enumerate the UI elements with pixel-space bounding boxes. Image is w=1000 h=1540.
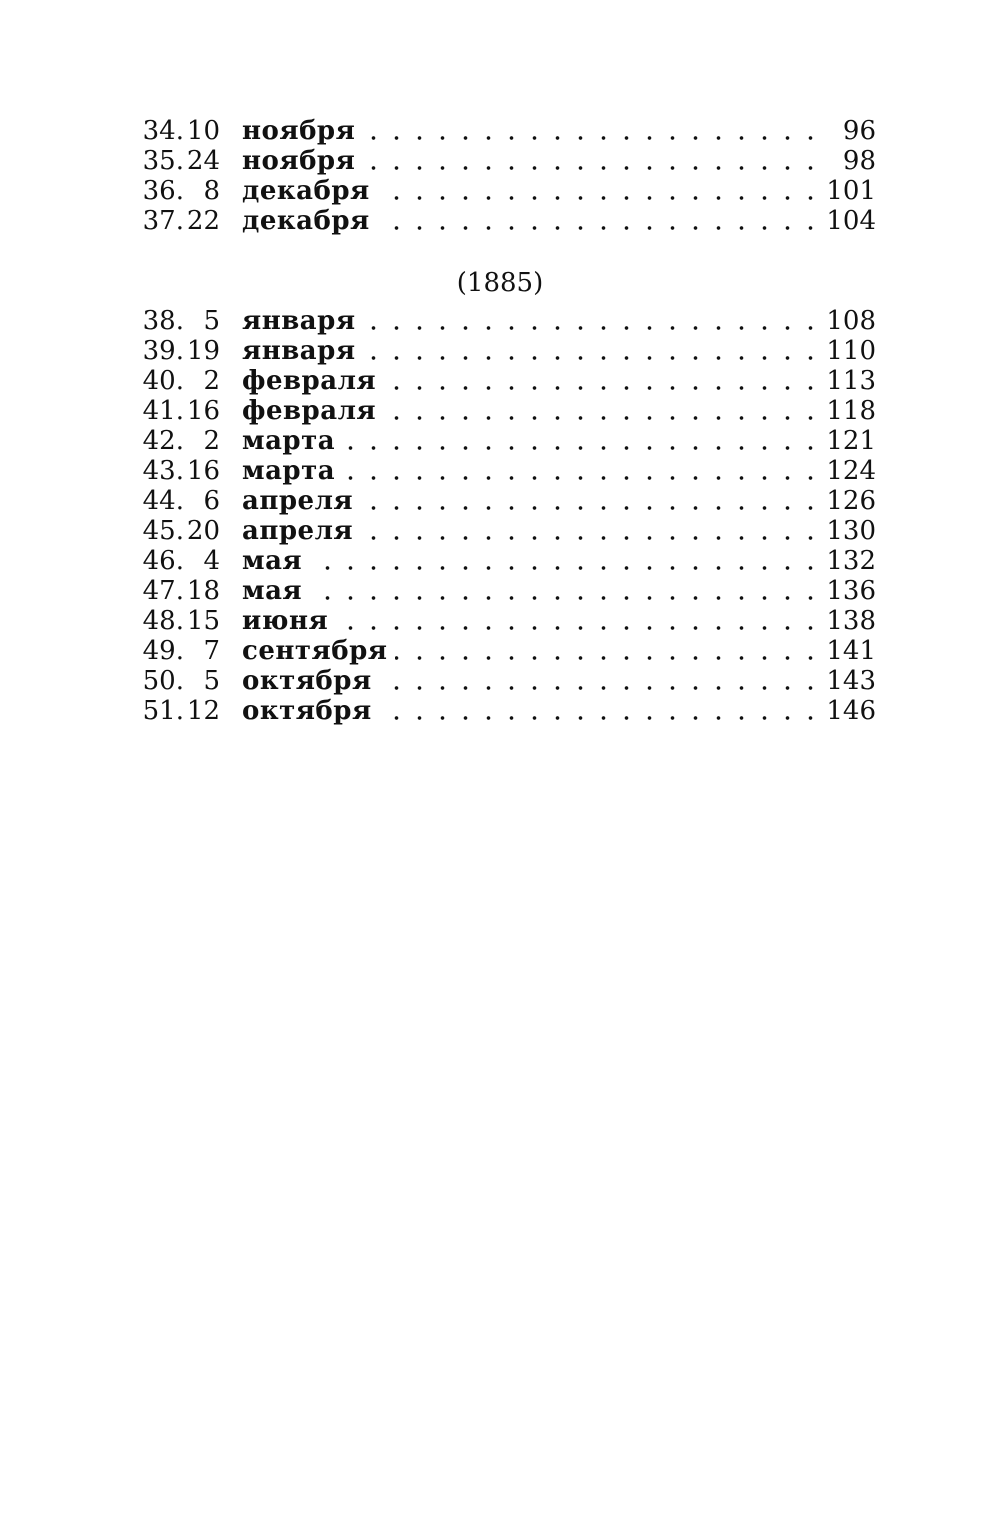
entry-number: 49. <box>142 636 184 666</box>
toc-entry <box>140 336 880 366</box>
entry-page-number: 121 <box>826 426 876 456</box>
entry-month: сентября <box>242 636 388 666</box>
entry-page-number: 124 <box>826 456 876 486</box>
toc-entry <box>140 606 880 636</box>
toc-entry <box>140 366 880 396</box>
entry-number: 48. <box>142 606 184 636</box>
entry-day: 4 <box>203 546 220 576</box>
entry-page-number: 104 <box>826 206 876 236</box>
dot-leader <box>395 655 822 661</box>
entry-page-number: 96 <box>842 116 876 146</box>
toc-entry <box>140 636 880 666</box>
dot-leader <box>336 625 822 631</box>
entry-month: марта <box>242 456 336 486</box>
dot-leader <box>378 195 822 201</box>
toc-entry <box>140 666 880 696</box>
entry-number: 45. <box>142 516 184 546</box>
dot-leader <box>364 355 822 361</box>
toc-entry <box>140 696 880 726</box>
entry-day: 10 <box>186 116 220 146</box>
entry-month: июня <box>242 606 329 636</box>
entry-month: апреля <box>242 486 354 516</box>
dot-leader <box>384 415 822 421</box>
entry-page-number: 98 <box>842 146 876 176</box>
entry-month: мая <box>242 546 303 576</box>
entry-month: ноября <box>242 146 356 176</box>
entry-number: 43. <box>142 456 184 486</box>
dot-leader <box>343 475 822 481</box>
entry-page-number: 141 <box>826 636 876 666</box>
dot-leader <box>361 535 822 541</box>
entry-day: 16 <box>186 456 220 486</box>
entry-number: 36. <box>142 176 184 206</box>
entry-day: 5 <box>203 666 220 696</box>
entry-number: 42. <box>142 426 184 456</box>
entry-day: 16 <box>186 396 220 426</box>
dot-leader <box>380 685 822 691</box>
entry-day: 12 <box>186 696 220 726</box>
entry-day: 15 <box>186 606 220 636</box>
entry-number: 46. <box>142 546 184 576</box>
entry-page-number: 110 <box>826 336 876 366</box>
toc-section-1 <box>140 116 880 236</box>
entry-page-number: 130 <box>826 516 876 546</box>
entry-day: 5 <box>203 306 220 336</box>
entry-number: 38. <box>142 306 184 336</box>
entry-page-number: 146 <box>826 696 876 726</box>
entry-page-number: 101 <box>826 176 876 206</box>
entry-number: 51. <box>142 696 184 726</box>
entry-number: 41. <box>142 396 184 426</box>
entry-month: ноября <box>242 116 356 146</box>
entry-day: 18 <box>186 576 220 606</box>
toc-entry <box>140 516 880 546</box>
dot-leader <box>361 505 822 511</box>
entry-month: декабря <box>242 176 370 206</box>
toc-entry <box>140 546 880 576</box>
entry-month: февраля <box>242 396 377 426</box>
entry-page-number: 108 <box>826 306 876 336</box>
entry-page-number: 126 <box>826 486 876 516</box>
entry-number: 34. <box>142 116 184 146</box>
entry-day: 22 <box>186 206 220 236</box>
entry-page-number: 138 <box>826 606 876 636</box>
entry-number: 35. <box>142 146 184 176</box>
toc-entry <box>140 486 880 516</box>
toc-entry <box>140 146 880 176</box>
entry-month: января <box>242 306 356 336</box>
entry-month: апреля <box>242 516 354 546</box>
entry-month: марта <box>242 426 336 456</box>
year-heading: (1885) <box>456 268 544 298</box>
entry-page-number: 132 <box>826 546 876 576</box>
entry-day: 2 <box>203 366 220 396</box>
entry-page-number: 118 <box>826 396 876 426</box>
dot-leader <box>310 595 822 601</box>
toc-entry <box>140 396 880 426</box>
entry-page-number: 143 <box>826 666 876 696</box>
dot-leader <box>363 165 822 171</box>
entry-number: 47. <box>142 576 184 606</box>
entry-month: октября <box>242 696 372 726</box>
entry-month: февраля <box>242 366 377 396</box>
entry-month: октября <box>242 666 372 696</box>
toc-entry <box>140 176 880 206</box>
entry-month: декабря <box>242 206 370 236</box>
toc-entry <box>140 116 880 146</box>
toc-entry <box>140 426 880 456</box>
dot-leader <box>363 135 822 141</box>
dot-leader <box>364 325 822 331</box>
entry-number: 39. <box>142 336 184 366</box>
dot-leader <box>380 715 822 721</box>
entry-day: 20 <box>186 516 220 546</box>
toc-section-2 <box>140 306 880 726</box>
entry-number: 50. <box>142 666 184 696</box>
entry-number: 44. <box>142 486 184 516</box>
entry-day: 7 <box>203 636 220 666</box>
toc-entry <box>140 456 880 486</box>
dot-leader <box>310 565 822 571</box>
entry-day: 19 <box>186 336 220 366</box>
entry-day: 6 <box>203 486 220 516</box>
entry-number: 37. <box>142 206 184 236</box>
entry-page-number: 113 <box>826 366 876 396</box>
entry-day: 8 <box>203 176 220 206</box>
dot-leader <box>384 385 822 391</box>
entry-day: 24 <box>186 146 220 176</box>
dot-leader <box>378 225 822 231</box>
entry-month: января <box>242 336 356 366</box>
entry-month: мая <box>242 576 303 606</box>
entry-number: 40. <box>142 366 184 396</box>
entry-day: 2 <box>203 426 220 456</box>
dot-leader <box>343 445 822 451</box>
toc-entry <box>140 576 880 606</box>
entry-page-number: 136 <box>826 576 876 606</box>
toc-entry <box>140 306 880 336</box>
toc-entry <box>140 206 880 236</box>
